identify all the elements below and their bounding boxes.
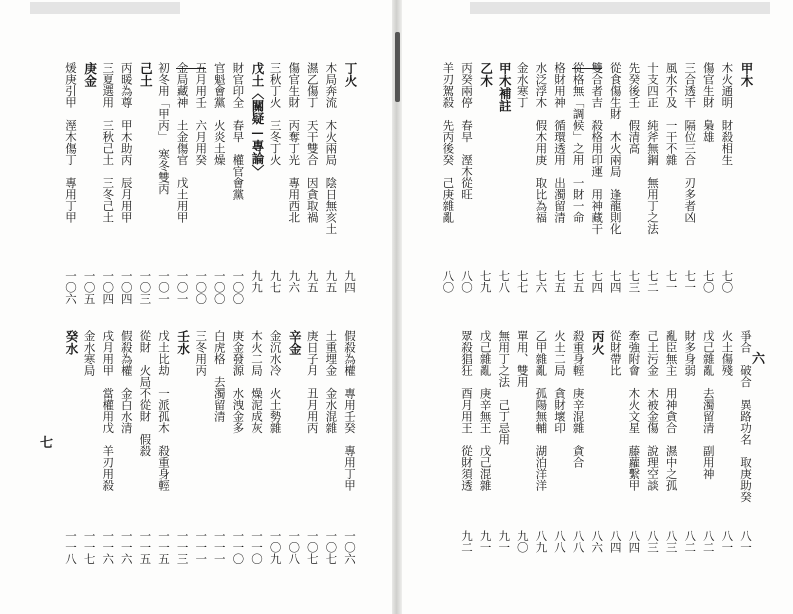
entry-title: 五月用壬 六月用癸 [194,62,209,166]
entry-title: 羊刃駕殺 先丙後癸 己庚雜亂 [441,62,456,223]
entry-page-number: 一一〇 [250,530,264,565]
entry-title: 金水寒局 [82,330,97,376]
entry-title: 無用丁之法 己丁忌用 [497,330,512,445]
chapter-heading: 甲木 [739,62,754,87]
toc-entry [117,0,137,614]
entry-title: 假殺為權 專用壬癸 專用丁甲 [343,330,357,491]
toc-entry [80,0,100,614]
entry-title: 官魁會黨 火炎土燥 [212,62,227,166]
entry-page-number: 一〇一 [175,270,190,305]
entry-title: 傷官生財 丙奪丁光 專用西北 [287,62,302,223]
entry-title: 十支四正 純斧無鋼 無用丁之法 [646,62,660,235]
entry-title: 木火通明 財殺相生 [720,62,735,166]
entry-page-number: 八三 [664,530,679,553]
toc-entry [736,0,756,614]
entry-page-number: 一一一 [212,530,227,565]
entry-page-number: 一一六 [101,530,116,565]
toc-entry [494,0,514,614]
entry-page-number: 九九 [250,270,264,293]
entry-title: 庚日子月 丑月用丙 [305,330,320,434]
entry-title: 丙暖為尊 甲木助丙 辰月用甲 [119,62,134,223]
toc-entry [643,0,663,614]
entry-title: 傷官生財 梟雄 [701,62,716,143]
entry-page-number: 八〇 [460,270,474,293]
entry-page-number: 八四 [608,530,623,553]
entry-title: 金局藏神 土金傷官 戊土用甲 [175,62,190,223]
entry-title: 火土二局 貪財壞印 [553,330,567,434]
toc-entry [284,0,304,614]
entry-title: 風水不及 一干不雜 [664,62,679,166]
toc-entry [98,0,118,614]
entry-page-number: 一〇〇 [231,270,246,305]
entry-title: 從食傷生財 木火兩局 逢龍則化 [608,62,623,235]
chapter-heading: 甲木補註 [497,62,513,112]
toc-entry [457,0,477,614]
toc-entry [699,0,719,614]
entry-page-number: 一〇三 [138,270,153,305]
right-page-number: 六 [752,352,766,367]
entry-title: 戌月用甲 當權用戊 羊刃用殺 [101,330,116,491]
entry-title: 戊土比劫 一派孤木 殺重身輕 [157,330,171,491]
entry-title: 丙癸兩停 春早 溼木從旺 [460,62,474,200]
entry-title: 爭合 破合 異路功名 取庚助癸 [739,330,753,503]
entry-title: 己土污金 木被金傷 說理空談 [646,330,660,491]
toc-entry [247,0,267,614]
entry-page-number: 九四 [343,270,357,293]
entry-page-number: 八九 [534,530,549,553]
entry-page-number: 一〇七 [324,530,339,565]
entry-page-number: 九五 [324,270,339,293]
entry-page-number: 一〇〇 [212,270,227,305]
entry-title: 從財帶比 [608,330,623,376]
entry-page-number: 七一 [683,270,698,293]
entry-page-number: 九五 [305,270,320,293]
entry-title: 格財用神 循環透用 出濁留清 [553,62,567,223]
toc-entry [476,0,496,614]
left-page-number: 七 [40,436,54,451]
toc-entry [210,0,230,614]
entry-page-number: 八八 [571,530,586,553]
entry-page-number: 八一 [739,530,753,553]
entry-page-number: 一〇四 [119,270,134,305]
toc-entry [61,0,81,614]
entry-page-number: 九六 [287,270,302,293]
entry-page-number: 七八 [497,270,512,293]
entry-page-number: 七三 [627,270,642,293]
toc-entry [135,0,155,614]
entry-page-number: 一〇〇 [194,270,209,305]
toc-entry [303,0,323,614]
entry-page-number: 一一八 [64,530,78,565]
entry-page-number: 九〇 [515,530,530,553]
entry-title: 三合透干 隔位三合 刃多者凶 [683,62,698,223]
entry-page-number: 七二 [646,270,660,293]
entry-title: 殺重身輕 庚辛混雜 貪合 [571,330,586,468]
entry-page-number: 一一七 [82,530,97,565]
entry-title: 三冬用丙 [194,330,209,376]
entry-page-number: 八〇 [441,270,456,293]
entry-page-number: 一一五 [138,530,153,565]
toc-entry [154,0,174,614]
entry-page-number: 九一 [478,530,493,553]
entry-title: 先癸後壬 假清高 [627,62,642,154]
entry-title: 白虎格 去濁留清 [212,330,227,422]
entry-page-number: 一一六 [119,530,134,565]
entry-title: 雙合者吉 殺格用印運 用神藏干 [590,62,605,235]
entry-title: 亂臣無主 用神貪合 濕中之孤 [664,330,679,491]
toc-entry [624,0,644,614]
toc-entry [569,0,589,614]
entry-title: 眾殺猖狂 酉月用王 從財須透 [460,330,474,491]
entry-title: 牽強附會 木火文星 藤蘿繫甲 [627,330,642,491]
entry-title: 從格無「調候」之用 一財一命 [571,62,586,223]
entry-page-number: 七五 [553,270,567,293]
toc-entry [531,0,551,614]
entry-page-number: 一一三 [175,530,190,565]
entry-title: 戊己雜亂 去濁留清 副用神 [701,330,716,480]
toc-entry [191,0,211,614]
entry-page-number: 一〇六 [64,270,78,305]
entry-title: 水泛浮木 假木用庚 取比為福 [534,62,549,223]
toc-entry [717,0,737,614]
entry-title: 火土傷殘 [720,330,735,376]
toc-entry [438,0,458,614]
entry-page-number: 一〇四 [101,270,116,305]
entry-title: 財官印全 春早 權官會黨 [231,62,246,200]
entry-title: 單用、雙用 [515,330,530,388]
entry-title: 三秋丁火 三冬丁火 [268,62,283,166]
chapter-heading: 乙木 [478,62,494,87]
entry-title: 假殺為權 金白水清 [119,330,134,434]
toc-entry [680,0,700,614]
entry-page-number: 九七 [268,270,283,293]
chapter-heading: 己土 [138,62,154,87]
toc-entry [587,0,607,614]
entry-title: 金水寒丁 [515,62,530,108]
entry-page-number: 八二 [683,530,698,553]
toc-entry [513,0,533,614]
chapter-heading: 丙火 [590,330,606,355]
toc-entry [550,0,570,614]
chapter-heading: 辛金 [287,330,303,355]
chapter-heading: 癸水 [64,330,79,355]
entry-page-number: 一〇七 [305,530,320,565]
toc-entry [340,0,360,614]
entry-page-number: 九一 [497,530,512,553]
entry-page-number: 一一一 [194,530,209,565]
entry-page-number: 九二 [460,530,474,553]
entry-title: 戊己雜亂 庚辛無王 戊己混雜 [478,330,493,491]
entry-page-number: 七一 [664,270,679,293]
chapter-heading: 庚金 [82,62,98,87]
entry-page-number: 七九 [478,270,493,293]
entry-page-number: 八一 [720,530,735,553]
toc-entry [173,0,193,614]
chapter-heading: 戊土〈關疑—專論〉 [250,62,265,177]
toc-entry [606,0,626,614]
entry-title: 乙甲雜亂 孤陽無輔 湖泊洋洋 [534,330,549,491]
toc-entry [321,0,341,614]
entry-page-number: 七六 [534,270,549,293]
entry-page-number: 八三 [646,530,660,553]
gutter-shadow [395,32,400,102]
entry-page-number: 一〇一 [157,270,171,305]
entry-page-number: 八四 [627,530,642,553]
entry-page-number: 七四 [590,270,605,293]
entry-title: 土重埋金 金水混雜 [324,330,339,434]
chapter-heading: 丁火 [343,62,358,87]
entry-title: 木局奔流 木火兩局 陰日無亥土 [324,62,339,235]
entry-page-number: 七〇 [701,270,716,293]
entry-title: 財多身弱 [683,330,698,376]
entry-page-number: 一〇八 [287,530,302,565]
entry-page-number: 一〇九 [268,530,283,565]
entry-page-number: 一〇六 [343,530,357,565]
toc-entry [662,0,682,614]
entry-page-number: 七〇 [720,270,735,293]
entry-page-number: 七七 [515,270,530,293]
toc-entry [266,0,286,614]
entry-page-number: 一一五 [157,530,171,565]
entry-title: 煖庚引甲 溼木傷丁 專用丁甲 [64,62,78,223]
entry-page-number: 八二 [701,530,716,553]
entry-page-number: 八八 [553,530,567,553]
entry-title: 木火二局 燥泥成灰 [250,330,264,434]
toc-entry [228,0,248,614]
entry-title: 庚金發源 水洩金多 [231,330,246,434]
entry-page-number: 七四 [608,270,623,293]
entry-title: 金沉水冷 火土勢雜 [268,330,283,434]
entry-page-number: 一〇五 [82,270,97,305]
entry-page-number: 一一〇 [231,530,246,565]
chapter-heading: 壬水 [175,330,191,355]
entry-title: 濕乙傷丁 天干雙合 因貪取禍 [305,62,320,223]
entry-title: 初冬用「甲丙」 寒冬雙丙 [157,62,171,195]
entry-page-number: 八六 [590,530,605,553]
entry-page-number: 七五 [571,270,586,293]
entry-title: 從財 火局不從財 假殺 [138,330,153,457]
entry-title: 三夏選用 三秋己土 三冬己土 [101,62,116,223]
